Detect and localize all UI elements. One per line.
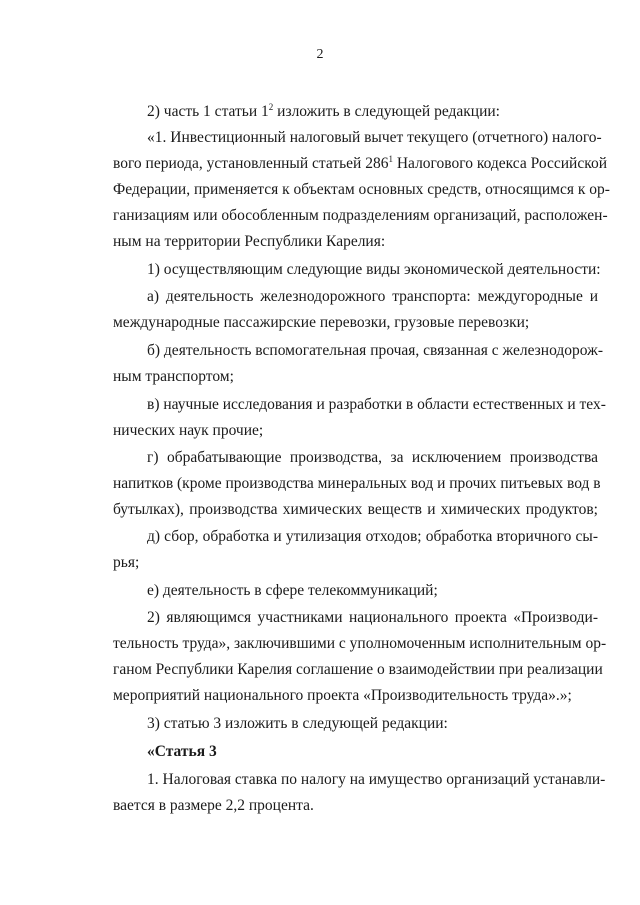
article-heading: «Статья 3 <box>147 743 217 760</box>
text-line: мероприятий национального проекта «Производительность труда».»; <box>113 687 572 704</box>
text-line: рья; <box>113 554 140 571</box>
text-line: ным на территории Республики Карелия: <box>113 233 386 250</box>
text-line: бутылках), производства химических веществ и химических продуктов; <box>113 501 598 518</box>
text-line: б) деятельность вспомогательная прочая, связанная с железнодорож- <box>147 342 604 359</box>
text-line: международные пассажирские перевозки, грузовые перевозки; <box>113 314 530 331</box>
text-line: ным транспортом; <box>113 368 234 385</box>
text-line: нических наук прочие; <box>113 422 264 439</box>
text-line: ганизациям или обособленным подразделениям организаций, расположен- <box>113 207 608 224</box>
text-line: 1. Налоговая ставка по налогу на имущество организаций устанавли- <box>147 771 606 788</box>
text-line: напитков (кроме производства минеральных вод и прочих питьевых вод в <box>113 475 601 492</box>
text-line: в) научные исследования и разработки в области естественных и тех- <box>147 396 606 413</box>
text-line: 3) статью 3 изложить в следующей редакции: <box>147 715 448 732</box>
text-line: д) сбор, обработка и утилизация отходов; обработка вторичного сы- <box>147 528 598 545</box>
text-line: тельность труда», заключившими с уполномоченным исполнительным ор- <box>113 635 607 652</box>
text-line: вого периода, установленный статьей $286^1$ Налогового кодекса Российской <box>113 153 608 172</box>
text-line: 1) осуществляющим следующие виды экономической деятельности: <box>147 261 601 278</box>
text-line: «1. Инвестиционный налоговый вычет текущего (отчетного) налого- <box>147 129 602 146</box>
text-line: 2) являющимся участниками национального проекта «Производи- <box>147 609 598 626</box>
text-line: 2) часть 1 статьи $1^2$ изложить в следующей редакции: <box>147 101 500 120</box>
page-number: 2 <box>316 47 324 62</box>
text-line: Федерации, применяется к объектам основных средств, относящимся к ор- <box>113 181 610 198</box>
text-line: ганом Республики Карелия соглашение о взаимодействии при реализации <box>113 661 603 678</box>
text-line: г) обрабатывающие производства, за исключением производства <box>147 449 598 466</box>
text-line: а) деятельность железнодорожного транспорта: междугородные и <box>147 288 598 305</box>
text-line: вается в размере 2,2 процента. <box>113 797 314 814</box>
text-line: е) деятельность в сфере телекоммуникаций; <box>147 582 438 599</box>
